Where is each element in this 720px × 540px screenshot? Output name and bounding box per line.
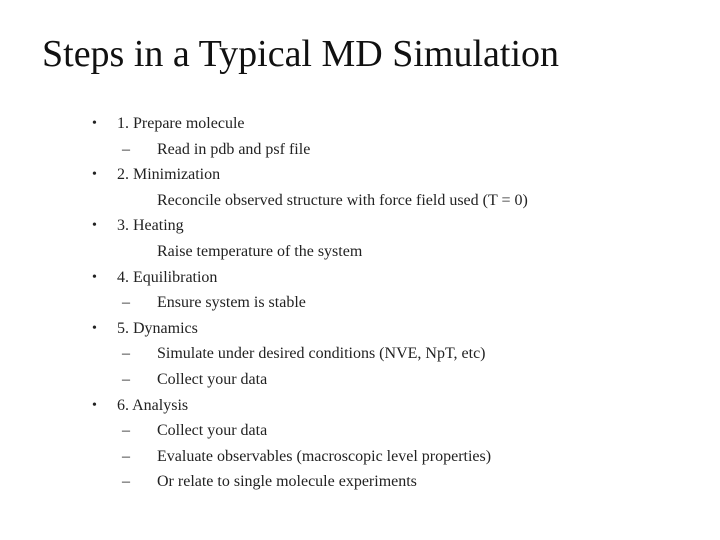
step-label: 4. Equilibration — [117, 268, 218, 286]
bullet-icon: • — [92, 167, 97, 183]
step-detail — [90, 469, 690, 495]
step-detail — [90, 418, 690, 444]
step-list — [90, 111, 690, 495]
step-detail-text: Evaluate observables (macroscopic level properties) — [157, 447, 492, 465]
step-item — [90, 316, 690, 342]
dash-icon: – — [122, 473, 130, 491]
bullet-icon: • — [92, 116, 97, 131]
dash-icon: – — [122, 447, 130, 465]
step-detail-text: Or relate to single molecule experiments — [157, 473, 417, 491]
dash-icon: – — [122, 370, 130, 388]
step-item — [90, 162, 690, 188]
step-label: 6. Analysis — [117, 396, 189, 414]
step-detail — [90, 137, 690, 163]
bullet-icon: • — [92, 320, 97, 336]
step-label: 2. Minimization — [117, 166, 221, 184]
dash-icon: – — [122, 422, 130, 440]
step-detail — [90, 444, 690, 470]
step-label: 1. Prepare molecule — [117, 115, 245, 132]
step-detail — [90, 367, 690, 393]
step-detail-text: Simulate under desired conditions (NVE, NpT, etc) — [157, 345, 486, 363]
step-item — [90, 111, 690, 137]
step-label: 3. Heating — [117, 217, 184, 235]
step-detail — [90, 239, 690, 265]
dash-icon: – — [122, 345, 130, 363]
dash-icon: – — [122, 294, 130, 312]
step-detail-text: Raise temperature of the system — [157, 242, 363, 260]
step-detail-text: Collect your data — [157, 422, 268, 440]
bullet-icon: • — [92, 218, 97, 234]
bullet-icon: • — [92, 397, 97, 413]
step-detail-text: Reconcile observed structure with force field used (T = 0) — [157, 191, 528, 209]
step-detail-text: Ensure system is stable — [157, 294, 306, 312]
step-item — [90, 213, 690, 239]
step-detail — [90, 188, 690, 214]
step-detail — [90, 290, 690, 316]
bullet-icon: • — [92, 269, 97, 285]
slide-title: Steps in a Typical MD Simulation — [42, 33, 560, 75]
step-item — [90, 393, 690, 419]
step-detail-text: Collect your data — [157, 370, 268, 388]
step-item — [90, 265, 690, 291]
step-detail-text: Read in pdb and psf file — [157, 140, 311, 158]
dash-icon: – — [122, 140, 130, 158]
step-label: 5. Dynamics — [117, 319, 198, 337]
step-detail — [90, 341, 690, 367]
